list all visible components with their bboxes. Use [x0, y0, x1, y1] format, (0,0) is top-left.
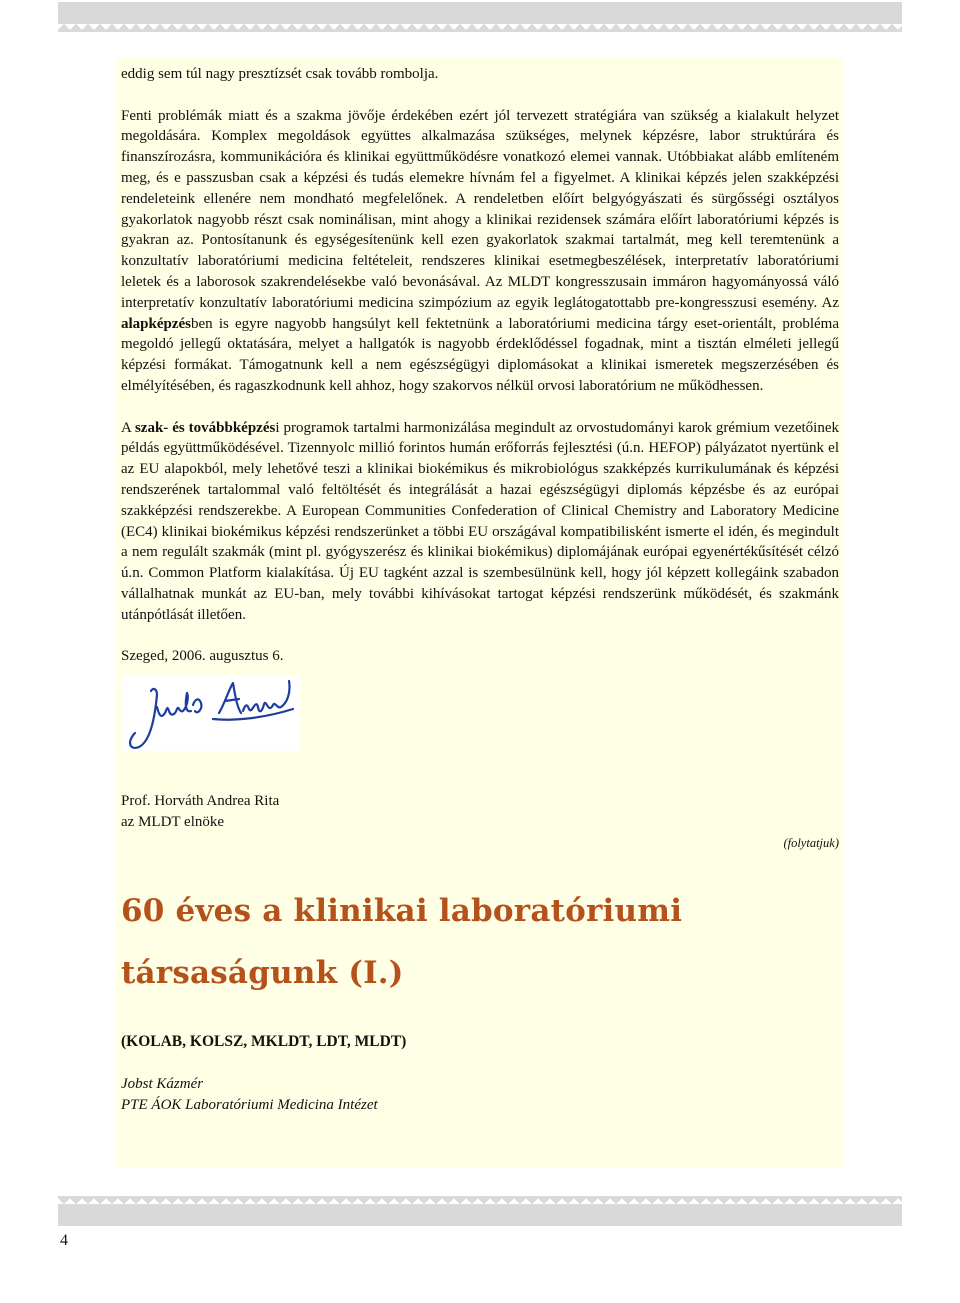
place-date: Szeged, 2006. augusztus 6. [121, 648, 284, 665]
paragraph-strategy: Fenti problémák miatt és a szakma jövője érdekében ezért jól tervezett stratégiára van szükség a kialakult helyzet megoldására. Komplex megoldások együttes alkalmazása szükséges, melynek képzésre, labor struktúrára és finanszírozásra, kommunikációra és klinikai együttműködésre vonatkozó elemei vannak. Utóbbiakat alább említeném meg, és e passzusban csak a képzési és tudás elemekre hívnám fel a figyelmet. A klinikai képzés jelen szakképzési rendeleteink ellenére nem mondható megfelelőnek. A rendeletben előírt belgyógyászati és sürgősségi osztályos gyakorlatok nagyobb részt csak nominálisan, mint ahogy a klinikai rezidensek számára előírt laboratóriumi képzés is gyakran az. Pontosítanunk és egységesítenünk kell ezen gyakorlatok szakmai tartalmát, meg kell teremtenünk a konzultatív laboratóriumi medicina feltételeit, rendszeres klinikai esetmegbeszélések, interpretatív laboratóriumi leletek és a laborosok szakrendelésekbe való bevonásával. Az MLDT kongresszusain immáron hagyományossá váló interpretatív konzultatív laboratóriumi medicina szimpózium az egyik leglátogatottabb pre-kongresszusi esemény. Az alapképzésben is egyre nagyobb hangsúlyt kell fektetnünk a laboratóriumi medicina tárgy eset-orientált, probléma megoldó jellegű oktatására, melyet a hallgatók is nagyobb érdeklődéssel fogadnak, mint a tisztán elméleti jellegű képzési formákat. Támogatnunk kell a nem egészségügyi diplomásokat a klinikai ismeretek megszerzésében és elmélyítésében, és ragaszkodnunk kell ahhoz, hogy szakorvos nélkül orvosi laboratórium ne működhessen. [121, 107, 839, 394]
author-affiliation: PTE ÁOK Laboratóriumi Medicina Intézet [121, 1097, 378, 1114]
bold-term-alapkepzes: alapképzés [121, 315, 192, 332]
signature-image [121, 675, 299, 751]
continued-note: (folytatjuk) [783, 835, 839, 850]
article-author-block [121, 1074, 839, 1116]
article-title [121, 880, 839, 1004]
signer-name: Prof. Horváth Andrea Rita [121, 793, 280, 810]
top-decorative-band [58, 2, 902, 32]
author-name: Jobst Kázmér [121, 1076, 204, 1093]
signer-role: az MLDT elnöke [121, 813, 225, 830]
paragraph-intro: eddig sem túl nagy presztízsét csak tovább rombolja. [121, 66, 439, 82]
page-number: 4 [60, 1232, 68, 1249]
article-body [121, 64, 839, 1116]
handwritten-signature [121, 675, 299, 751]
article-subtitle: (KOLAB, KOLSZ, MKLDT, LDT, MLDT) [121, 1032, 407, 1050]
bottom-decorative-band [58, 1196, 902, 1226]
article-title-line2: társaságunk (I.) [121, 954, 404, 991]
article-title-line1: 60 éves a klinikai laboratóriumi [121, 892, 683, 929]
bold-term-szakkepzes: szak- és továbbképzés [134, 419, 276, 436]
paragraph-training: A szak- és továbbképzési programok tartalmi harmonizálása megindult az orvostudományi karok grémium vezetőinek példás együttműködésével. Tizennyolc millió forintos humán erőforrás fejlesztési (ú.n. HEFOP) pályázatot nyertünk el az EU alapokból, mely lehetővé teszi a klinikai biokémikus és mikrobiológus szakképzés kurrikulumának és képzési rendszerének tartalommal való feltöltését és integrálását a hazai egészségügyi diplomás képzésbe és az európai szakképzési rendszerekbe. A European Communities Confederation of Clinical Chemistry and Laboratory Medicine (EC4) klinikai biokémikus képzési rendszerünket a többi EU országával kompatibilisként ismerte el idén, és megindult a nem regulált szakmák (mint pl. gyógyszerész és klinikai biokémikus) diplomájának európai egyenértékűsítését célzó ú.n. Common Platform kialakítása. Új EU tagként azzal is szembesülnünk kell, hogy jól képzett kollegáink szabadon vállalhatnak munkát az EU-ban, mely további kihívásokat tartogat képzési rendszerünk működését, és szakmánk utánpótlását illetően. [121, 419, 839, 623]
